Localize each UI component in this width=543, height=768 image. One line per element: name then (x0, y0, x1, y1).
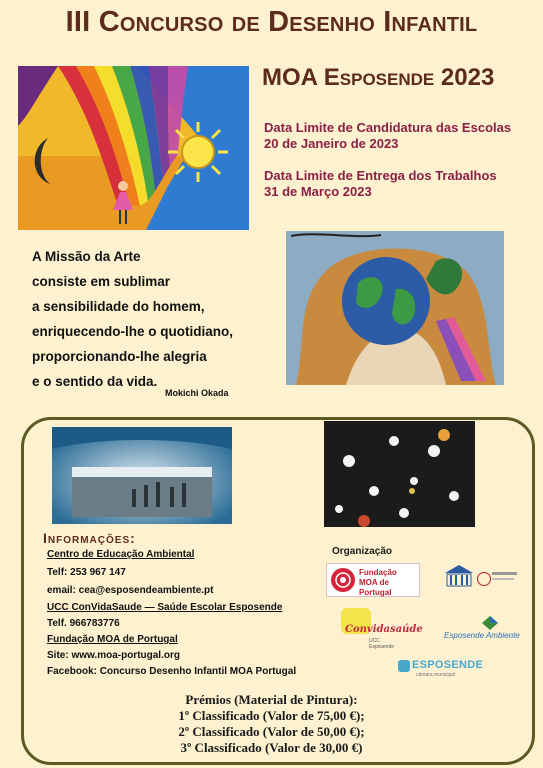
esposende-ambiente-logo (444, 616, 522, 644)
convidasaude-text: Convidasaúde (345, 624, 423, 635)
quote-line: proporcionando-lhe alegria (32, 349, 207, 364)
info-moa: Fundação MOA de Portugal (47, 634, 178, 645)
unesco-logo (444, 564, 474, 590)
artwork-night-sky (324, 421, 475, 527)
quote-line: A Missão da Arte (32, 249, 141, 264)
unesco-caption-line (492, 578, 514, 580)
info-site-link[interactable]: Site: www.moa-portugal.org (47, 650, 180, 661)
page-subtitle: MOA Esposende 2023 (262, 64, 495, 91)
info-title: Informações: (43, 530, 136, 546)
artwork-rainbow-sun (18, 66, 249, 230)
deadline-works-label: Data Limite de Entrega dos Trabalhos (264, 168, 497, 183)
info-email-link[interactable]: email: cea@esposendeambiente.pt (47, 585, 214, 596)
deadline-schools-date: 20 de Janeiro de 2023 (264, 136, 399, 151)
prize-item: 1º Classificado (Valor de 75,00 €); (178, 708, 365, 723)
quote-line: e o sentido da vida. (32, 374, 158, 389)
esposende-logo-text: ESPOSENDE (412, 659, 484, 671)
quote-line: a sensibilidade do homem, (32, 299, 205, 314)
info-phone-ucc: Telf. 966783776 (47, 618, 120, 629)
info-facebook-link[interactable]: Facebook: Concurso Desenho Infantil MOA Portugal (47, 666, 297, 677)
esposende-logo (398, 659, 484, 679)
prize-item: 3º Classificado (Valor de 30,00 €) (180, 740, 363, 755)
unesco-caption (492, 572, 517, 575)
deadline-schools-label: Data Limite de Candidatura das Escolas (264, 120, 512, 135)
artwork-earth-hand (286, 231, 504, 385)
info-phone-cea: Telf: 253 967 147 (47, 567, 126, 578)
moa-logo-text: Fundação MOA de Portugal (359, 568, 397, 597)
convidasaude-subtext: UCC Esposende (369, 638, 395, 650)
quote (32, 244, 233, 394)
quote-author: Mokichi Okada (165, 388, 229, 398)
prizes (0, 692, 543, 756)
quote-line: enriquecendo-lhe o quotidiano, (32, 324, 233, 339)
info-ucc: UCC ConVidaSaude — Saúde Escolar Esposende (47, 602, 283, 613)
info-cea: Centro de Educação Ambiental (47, 549, 195, 560)
esposende-logo-mark (398, 660, 410, 672)
prize-item: 2º Classificado (Valor de 50,00 €); (178, 724, 365, 739)
convidasaude-logo (341, 608, 423, 650)
prizes-title: Prémios (Material de Pintura): (185, 692, 358, 707)
deadline-works-date: 31 de Março 2023 (264, 184, 372, 199)
quote-line: consiste em sublimar (32, 274, 171, 289)
esposende-ambiente-text: Esposende Ambiente (444, 631, 520, 640)
moa-logo (326, 563, 420, 597)
page-title: III Concurso de Desenho Infantil (65, 6, 478, 38)
esposende-logo-subtext: câmara municipal (416, 672, 456, 678)
museum-photo (52, 427, 232, 524)
unesco-seal-icon (477, 572, 491, 586)
organization-label: Organização (332, 546, 393, 557)
